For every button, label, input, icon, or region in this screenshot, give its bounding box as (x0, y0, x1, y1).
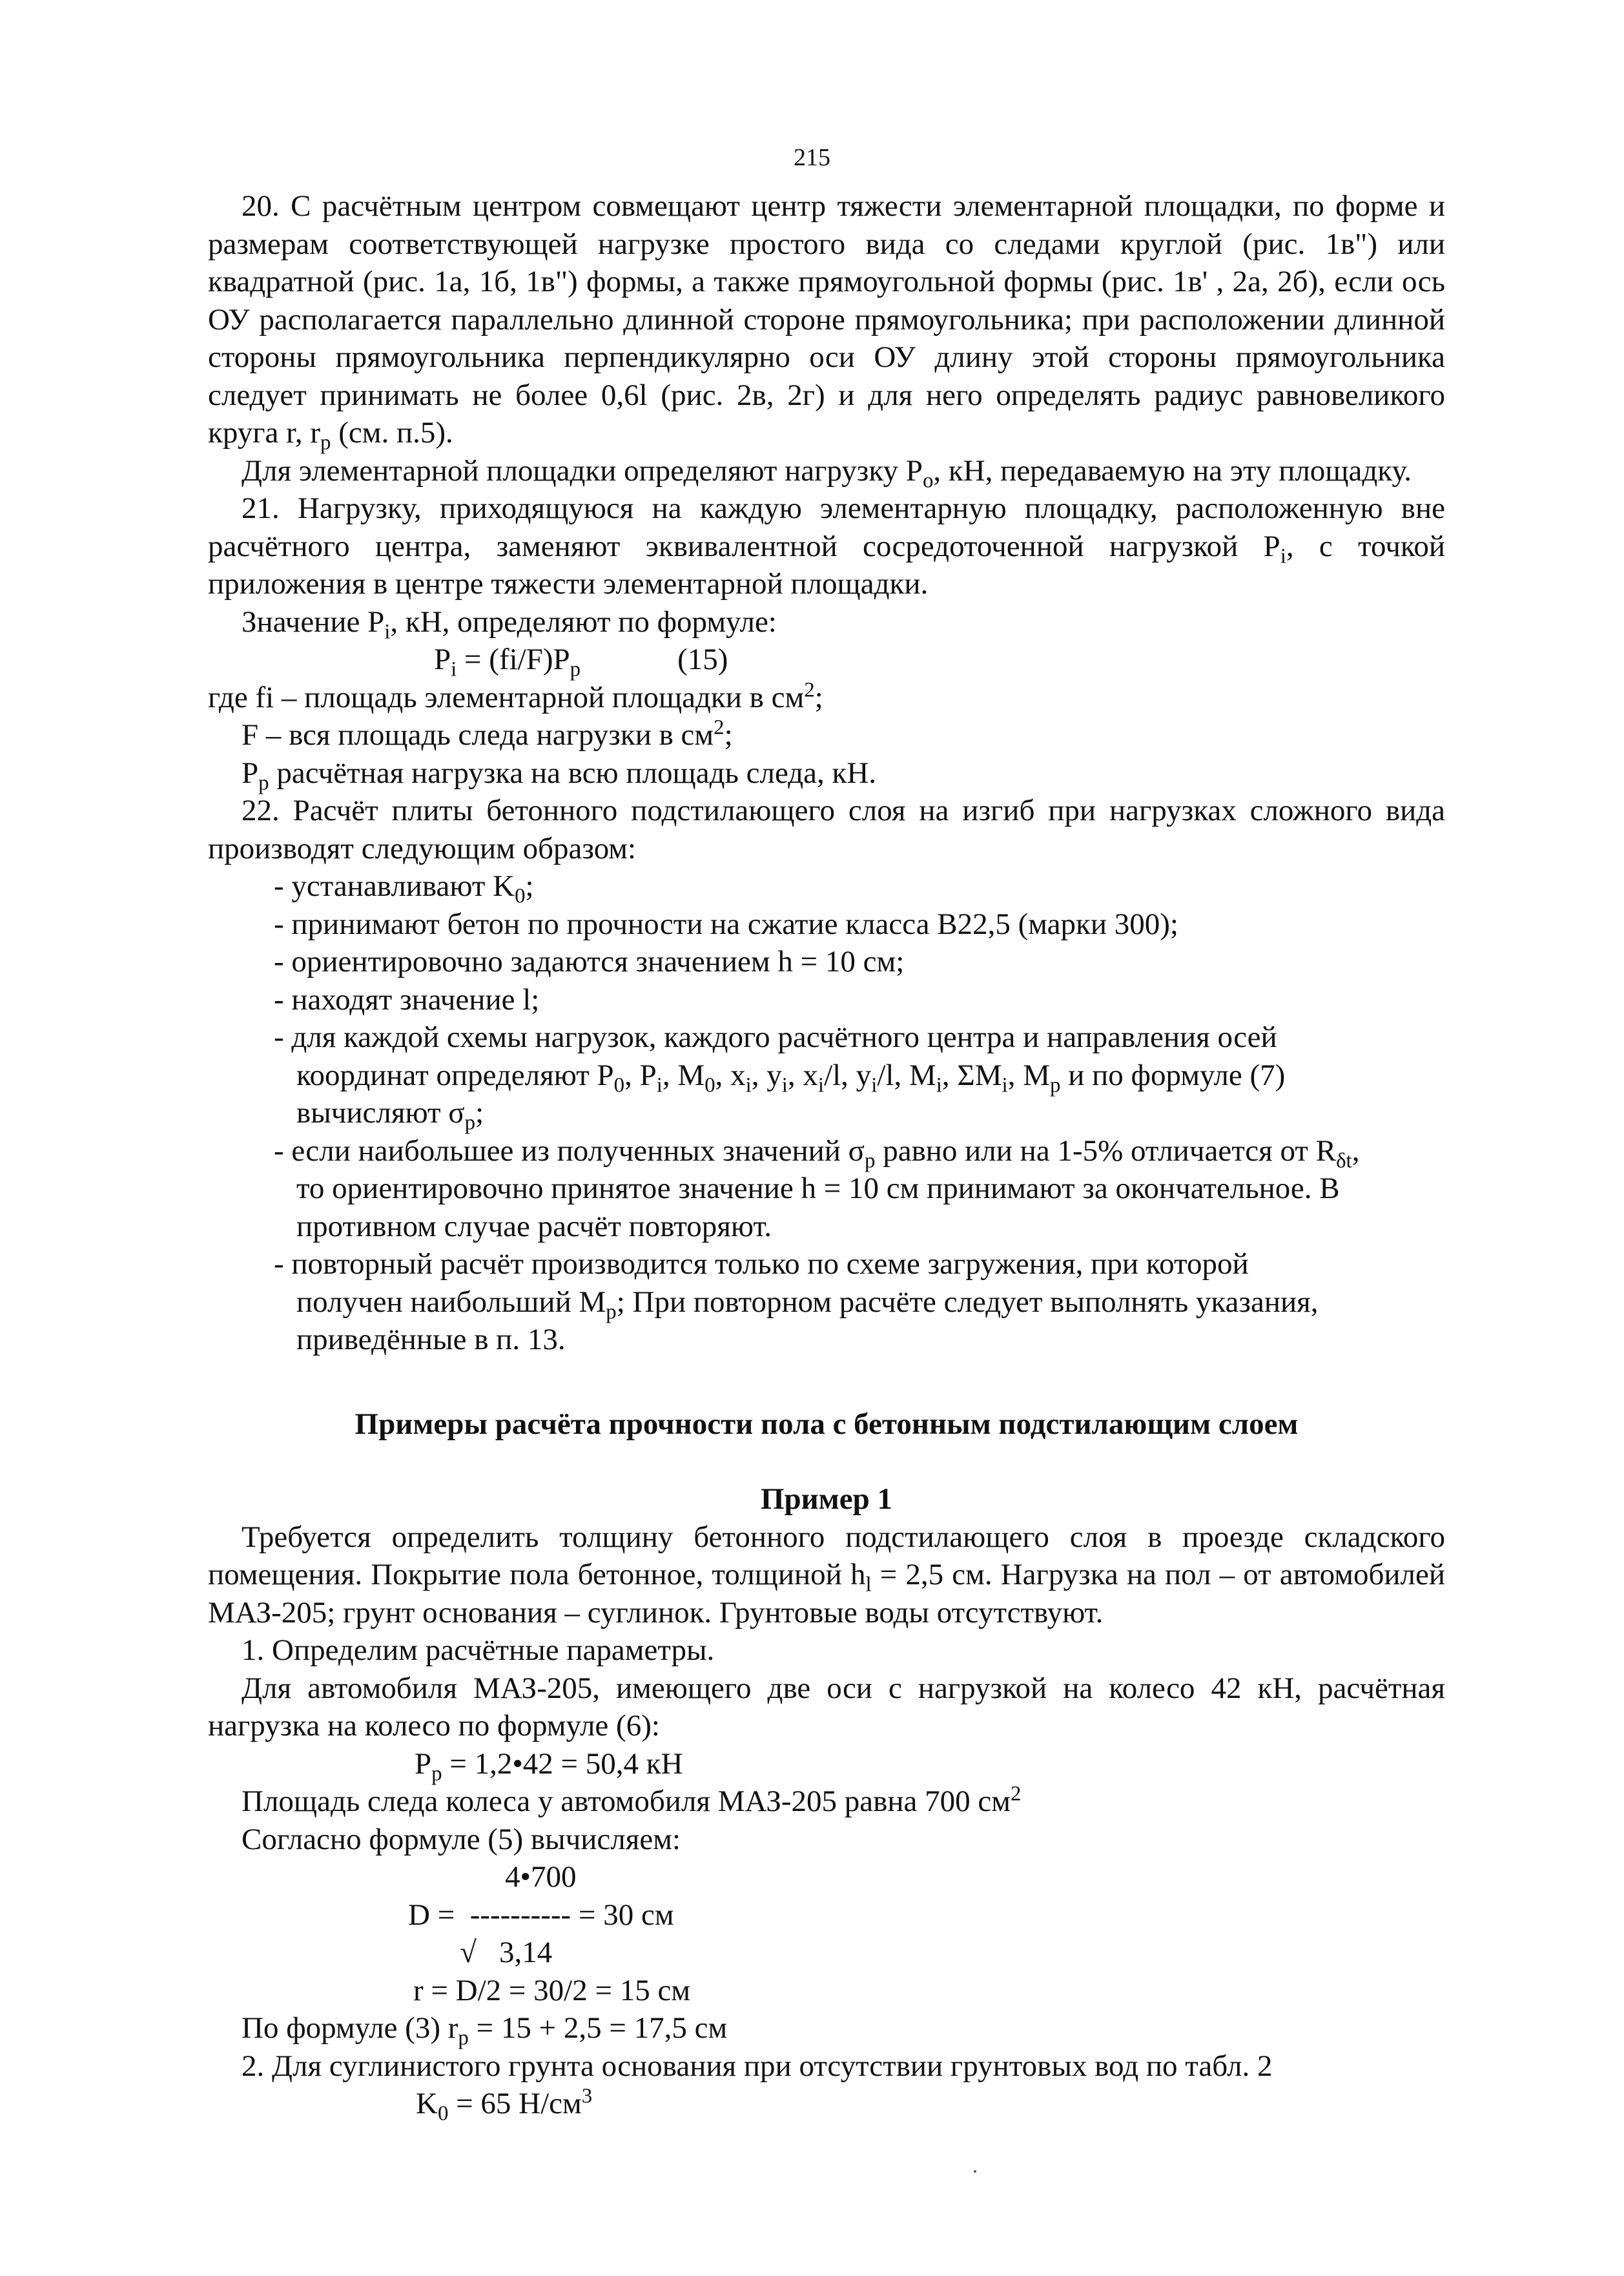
formula-pp: $P_p$ = 1,2•42 = 50,4 кН (415, 1746, 683, 1785)
paragraph-21: 21. Нагрузку, приходящуюся на каждую элементарную площадку, расположенную вне расчётного центра, заменяют эквивалентной сосредоточенной нагрузкой $P_i$, с точкой приложения в центре тяжести элементарной площадки. (208, 491, 1445, 601)
list-item: - повторный расчёт производится только по схеме загружения, при которой получен наибольший $M_p$; При повторном расчёте следует выполнять указания, приведённые в п. 13. (274, 1247, 1319, 1356)
formula-15: $P_i = (fi/F)P_p$ (15) (208, 641, 1445, 679)
paragraph-20-load: Для элементарной площадки определяют нагрузку $P_o$, кН, передаваемую на эту площадку. (242, 453, 1412, 492)
example-title: Пример 1 (760, 1482, 893, 1516)
scan-speck (974, 2170, 976, 2173)
step-1-text: Для автомобиля МАЗ-205, имеющего две оси с нагрузкой на колесо 42 кН, расчётная нагрузка на колесо по формуле (6): (208, 1671, 1445, 1743)
list-item: - ориентировочно задаются значением h = 10 см; (274, 945, 905, 978)
paragraph-22: 22. Расчёт плиты бетонного подстилающего слоя на изгиб при нагрузках сложного вида производят следующим образом: (208, 794, 1445, 865)
formula-number: (15) (677, 643, 728, 676)
list-item: - находят значение l; (274, 982, 540, 1017)
list-item: - для каждой схемы нагрузок, каждого расчётного центра и направления осей координат определяют $P_0$, $P_i$, $M_0$, $x_i$, $y_i$, $x_i/l$, $y_i/l$, $M_i$, $\Sigma M_i$, $M_p$ и по формуле (7) вычисляют $\sigma_p$; (274, 1020, 1286, 1135)
value-intro: Значение $P_i$, кН, определяют по формуле: (242, 605, 777, 643)
where-line-1: где fi – площадь элементарной площадки в $см^2$; (208, 678, 823, 714)
step-2: 2. Для суглинистого грунта основания при отсутствии грунтовых вод по табл. 2 (242, 2049, 1273, 2083)
example-paragraph: Требуется определить толщину бетонного подстилающего слоя в проезде складского помещения. Покрытие пола бетонное, толщиной $h_l = 2,5$ см. Нагрузка на пол – от автомобилей МАЗ-205; грунт основания – суглинок. Грунтовые воды отсутствуют. (208, 1520, 1445, 1629)
where-line-2: F – вся площадь следа нагрузки в $см^2$; (242, 716, 733, 752)
formula-rp: По формуле (3) $r_p = 15 + 2,5 = 17,5$ см (242, 2011, 728, 2050)
section-heading: Примеры расчёта прочности пола с бетонным подстилающим слоем (355, 1407, 1299, 1441)
page-number: 215 (794, 144, 830, 171)
formula-d-numerator: 4•700 (505, 1860, 577, 1894)
area-line: Площадь следа колеса у автомобиля МАЗ-205 равна 700 $см^2$ (242, 1782, 1022, 1818)
paragraph-20: 20. С расчётным центром совмещают центр тяжести элементарной площадки, по форме и размерам соответствующей нагрузке простого вида со следами круглой (рис. 1в") или квадратной (рис. 1а, 1б, 1в") формы, а также прямоугольной формы (рис. 1в' , 2а, 2б), если ось ОУ располагается параллельно длинной стороне прямоугольника; при расположении длинной стороны прямоугольника перпендикулярно оси ОУ длину этой стороны прямоугольника следует принимать не более 0,6l (рис. 2в, 2г) и для него определять радиус равновеликого круга r, $r_p$ (см. п.5). (208, 189, 1445, 455)
formula-d: D = ---------- = 30 см (408, 1898, 674, 1932)
formula-k0: $K_0 = 65$ $Н/см^3$ (416, 2084, 593, 2126)
where-line-3: $P_p$ расчётная нагрузка на всю площадь следа, кН. (242, 756, 877, 794)
list-item: - если наибольшее из полученных значений $\sigma_p$ равно или на 1-5% отличается от $R_{\delta t}$, то ориентировочно принятое значение h = 10 см принимают за окончательное. В противном случае расчёт повторяют. (274, 1133, 1360, 1243)
calc-intro: Согласно формуле (5) вычисляем: (242, 1822, 681, 1856)
step-1: 1. Определим расчётные параметры. (242, 1633, 715, 1667)
list-item: - принимают бетон по прочности на сжатие класса В22,5 (марки 300); (274, 907, 1178, 941)
formula-d-denominator: √ 3,14 (460, 1936, 553, 1969)
page-content (208, 187, 1445, 2126)
formula-r: r = D/2 = 30/2 = 15 см (413, 1973, 691, 2007)
list-item: - устанавливают $K_0$; (274, 869, 534, 908)
